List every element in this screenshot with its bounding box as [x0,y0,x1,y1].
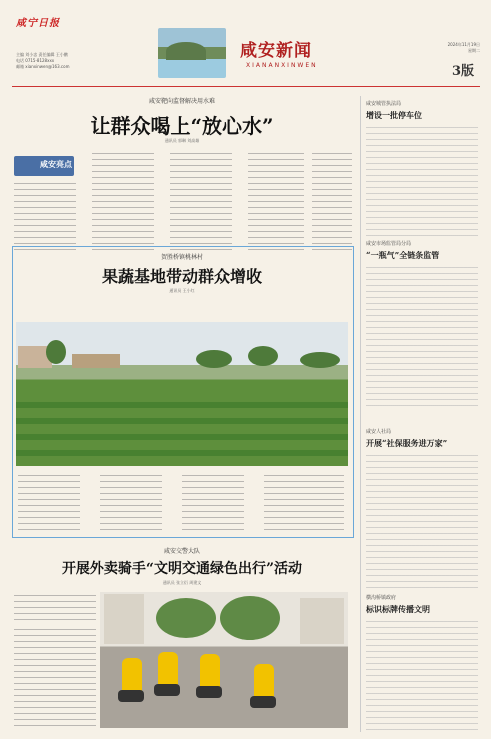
lead-body-column [14,180,76,254]
issue-date [420,42,480,54]
farm-photo [16,322,348,466]
newspaper-logo: 咸宁日报 [16,18,60,29]
lead-byline: 通讯员 郭琳 刘高雄 [164,138,200,143]
masthead-landscape-photo [158,28,226,78]
masthead-divider [12,86,480,87]
sidebar-body [366,124,478,236]
bottom-kicker: 咸安交警大队 [163,548,200,555]
sidebar-title: 开展“社保服务进万家” [366,438,448,448]
bottom-headline: 开展外卖骑手“文明交通绿色出行”活动 [61,561,303,577]
sidebar-divider [360,96,361,732]
section-seal-icon [14,156,74,176]
sidebar-title: 增设一批停车位 [366,110,422,120]
lead-body-column [248,150,304,254]
sidebar-kicker: 咸安城管执法局 [366,101,402,107]
sidebar-body [366,264,478,408]
feature-headline: 果蔬基地带动群众增收 [101,267,262,286]
masthead-info-line: 电话 0715-8128xxx [16,58,55,63]
sidebar-kicker: 横沟桥镇政府 [366,595,397,601]
lead-headline: 让群众喝上“放心水” [90,114,274,138]
sidebar-body [366,618,478,730]
feature-body-column [18,472,80,532]
feature-body-column [100,472,162,532]
section-seal-label: 咸安亮点 [40,159,72,169]
sidebar-kicker: 咸安人社局 [366,429,392,435]
delivery-riders-photo [100,592,348,728]
page-number: 3版 [452,64,475,79]
bottom-body-column [14,592,96,620]
sidebar-title: 标识标牌传播文明 [366,604,430,614]
feature-body-column [264,472,344,532]
lead-body-column [312,150,352,254]
page-subtitle: XIANANXINWEN [246,62,318,69]
sidebar-body [366,452,478,588]
feature-kicker: 贺胜桥镇桃林村 [160,254,203,261]
masthead-info [16,52,166,70]
feature-byline: 通讯员 王小红 [169,288,195,293]
sidebar-title: “一瓶气”全链条监管 [366,250,440,260]
lead-body-column [170,150,232,254]
lead-kicker: 咸安靶向监督解决用水难 [148,98,215,105]
bottom-byline: 通讯员 张立衍 周建文 [162,580,202,585]
feature-body-column [182,472,244,532]
lead-body-column [92,150,154,254]
sidebar-kicker: 咸安市场监管局分局 [366,241,412,247]
masthead-info-line: 主编 刘小忠 责任编辑 王小鹏 [16,52,68,57]
weekday-line: 星期二 [468,48,480,53]
page-title: 咸安新闻 [240,41,312,61]
bottom-body-column [14,626,96,730]
date-line: 2024年11月19日 [447,42,480,47]
masthead-info-line: 邮箱 xianxinwen@163.com [16,64,70,69]
